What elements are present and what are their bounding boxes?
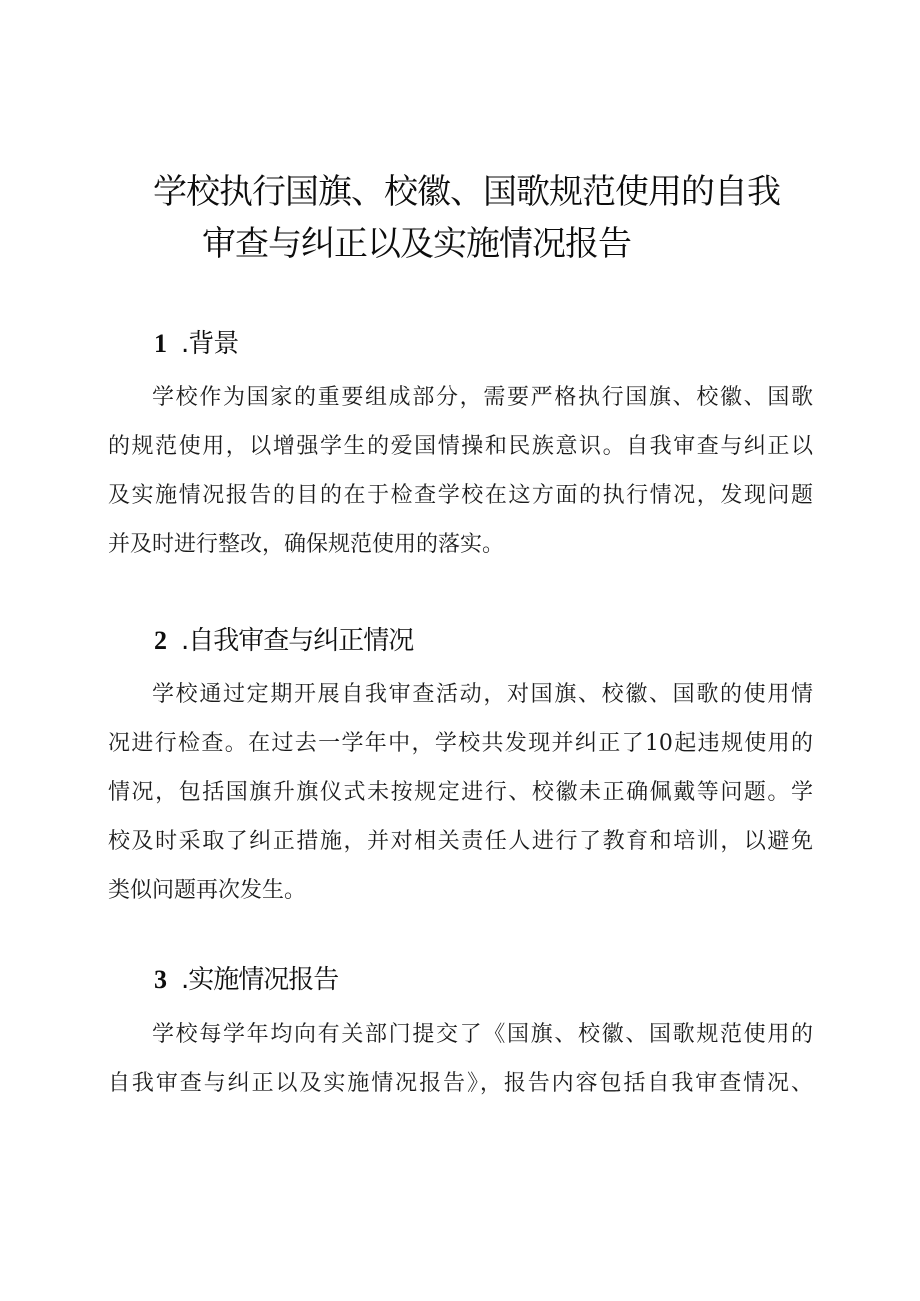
section-heading-background — [154, 326, 238, 362]
section-paragraph-background — [108, 373, 813, 569]
paragraph-line: 及实施情况报告的目的在于检查学校在这方面的执行情况，发现问题 — [108, 483, 813, 508]
section-heading-text: .自我审查与纠正情况 — [181, 626, 414, 656]
section-number: 3 — [154, 965, 167, 994]
paragraph-line: 学校作为国家的重要组成部分，需要严格执行国旗、校徽、国歌 — [152, 385, 813, 410]
paragraph-line: 学校每学年均向有关部门提交了《国旗、校徽、国歌规范使用的 — [152, 1022, 813, 1047]
section-number: 2 — [154, 626, 167, 655]
section-paragraph-self-review — [108, 670, 813, 915]
paragraph-line: 类似问题再次发生。 — [108, 878, 307, 903]
title-line-1: 学校执行国旗、校徽、国歌规范使用的自我 — [153, 172, 780, 212]
paragraph-line: 自我审查与纠正以及实施情况报告》，报告内容包括自我审查情况、 — [108, 1071, 813, 1096]
section-heading-implementation-report — [154, 962, 338, 998]
section-paragraph-implementation-report — [108, 1010, 813, 1108]
document-title — [100, 166, 820, 270]
paragraph-line: 并及时进行整改，确保规范使用的落实。 — [108, 532, 505, 557]
paragraph-line: 况进行检查。在过去一学年中，学校共发现并纠正了10起违规使用的 — [108, 731, 813, 756]
title-line-2: 审查与纠正以及实施情况报告 — [202, 224, 631, 264]
paragraph-line: 情况，包括国旗升旗仪式未按规定进行、校徽未正确佩戴等问题。学 — [108, 780, 813, 805]
section-number: 1 — [154, 329, 167, 358]
section-heading-text: .实施情况报告 — [181, 965, 339, 995]
paragraph-line: 学校通过定期开展自我审查活动，对国旗、校徽、国歌的使用情 — [152, 682, 813, 707]
paragraph-line: 校及时采取了纠正措施，并对相关责任人进行了教育和培训，以避免 — [108, 829, 813, 854]
section-heading-self-review — [154, 623, 413, 659]
section-heading-text: .背景 — [181, 329, 239, 359]
paragraph-line: 的规范使用，以增强学生的爱国情操和民族意识。自我审查与纠正以 — [108, 434, 813, 459]
